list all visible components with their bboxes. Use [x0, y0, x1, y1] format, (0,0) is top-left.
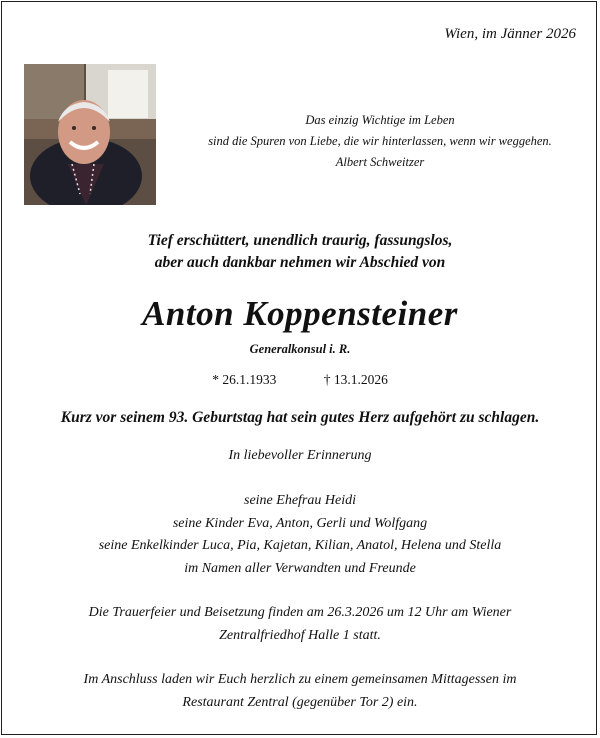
memory-line: In liebevoller Erinnerung [228, 448, 372, 463]
mourner-line: seine Enkelkinder Luca, Pia, Kajetan, Kilian, Anatol, Helena und Stella [98, 538, 502, 553]
lunch-info [0, 669, 600, 714]
intro-line: aber auch dankbar nehmen wir Abschied von [154, 254, 446, 271]
portrait-photo [24, 64, 156, 205]
quote-author: Albert Schweitzer [335, 155, 425, 169]
lunch-line: Im Anschluss laden wir Euch herzlich zu einem gemeinsamen Mittagessen im [83, 672, 517, 687]
mourner-line: seine Ehefrau Heidi [244, 493, 356, 508]
intro-line: Tief erschüttert, unendlich traurig, fassungslos, [147, 232, 453, 249]
quote-block [160, 110, 600, 173]
mourner-line: seine Kinder Eva, Anton, Gerli und Wolfgang [172, 515, 428, 531]
deceased-name: Anton Koppensteiner [142, 294, 458, 333]
headline: Kurz vor seinem 93. Geburtstag hat sein gutes Herz aufgehört zu schlagen. [60, 409, 540, 426]
birth-date: * 26.1.1933 [212, 372, 277, 387]
quote-line: Das einzig Wichtige im Leben [305, 113, 455, 127]
funeral-line: Zentralfriedhof Halle 1 statt. [219, 627, 381, 643]
life-dates [0, 372, 600, 388]
place-date: Wien, im Jänner 2026 [444, 26, 576, 42]
mourners-list [0, 490, 600, 580]
lunch-line: Restaurant Zentral (gegenüber Tor 2) ein. [182, 694, 418, 710]
portrait-image [24, 64, 156, 205]
deceased-title: Generalkonsul i. R. [249, 342, 351, 356]
death-date: † 13.1.2026 [323, 372, 388, 387]
funeral-line: Die Trauerfeier und Beisetzung finden am 26.3.2026 um 12 Uhr am Wiener [88, 605, 512, 620]
funeral-info [0, 602, 600, 647]
mourner-line: im Namen aller Verwandten und Freunde [184, 560, 416, 576]
quote-line: sind die Spuren von Liebe, die wir hinterlassen, wenn wir weggehen. [208, 134, 552, 148]
intro-text [0, 230, 600, 274]
